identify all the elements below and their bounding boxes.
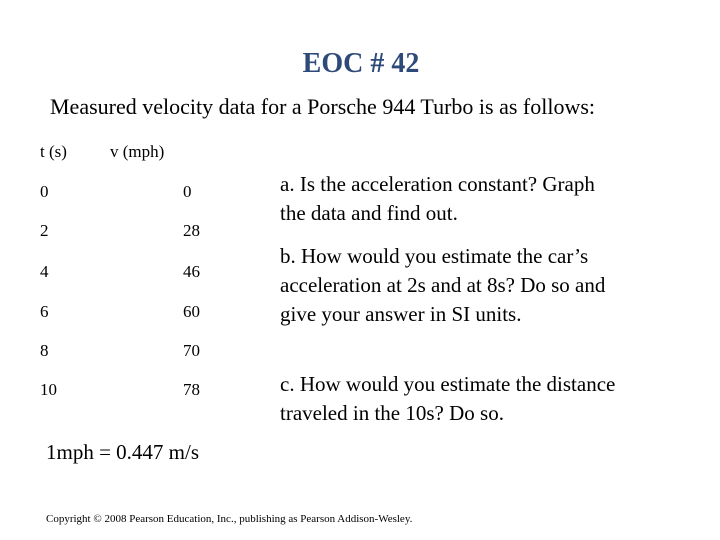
- slide-title: [0, 48, 720, 80]
- velocity-cell: 46: [183, 262, 200, 281]
- question-a: a. Is the acceleration constant? Graph the data and find out.: [280, 172, 595, 225]
- velocity-cell: 60: [183, 302, 200, 321]
- column-header-time: t (s): [40, 142, 67, 161]
- velocity-cell: 0: [183, 182, 192, 201]
- velocity-cell: 70: [183, 341, 200, 360]
- column-header-velocity: v (mph): [110, 142, 165, 161]
- slide-title-text: EOC # 42: [302, 48, 420, 79]
- unit-conversion-note: 1mph = 0.447 m/s: [46, 440, 200, 464]
- time-cell: 8: [40, 341, 49, 360]
- time-cell: 0: [40, 182, 49, 201]
- time-cell: 10: [40, 380, 57, 399]
- question-b: b. How would you estimate the car’s acceleration at 2s and at 8s? Do so and give your answer in SI units.: [280, 244, 606, 326]
- question-c: c. How would you estimate the distance traveled in the 10s? Do so.: [280, 372, 616, 425]
- copyright-notice: Copyright © 2008 Pearson Education, Inc., publishing as Pearson Addison-Wesley.: [46, 513, 413, 525]
- time-cell: 6: [40, 302, 49, 321]
- velocity-cell: 28: [183, 221, 200, 240]
- time-cell: 4: [40, 262, 49, 281]
- problem-intro: Measured velocity data for a Porsche 944 Turbo is as follows:: [50, 94, 596, 119]
- velocity-cell: 78: [183, 380, 200, 399]
- time-cell: 2: [40, 221, 49, 240]
